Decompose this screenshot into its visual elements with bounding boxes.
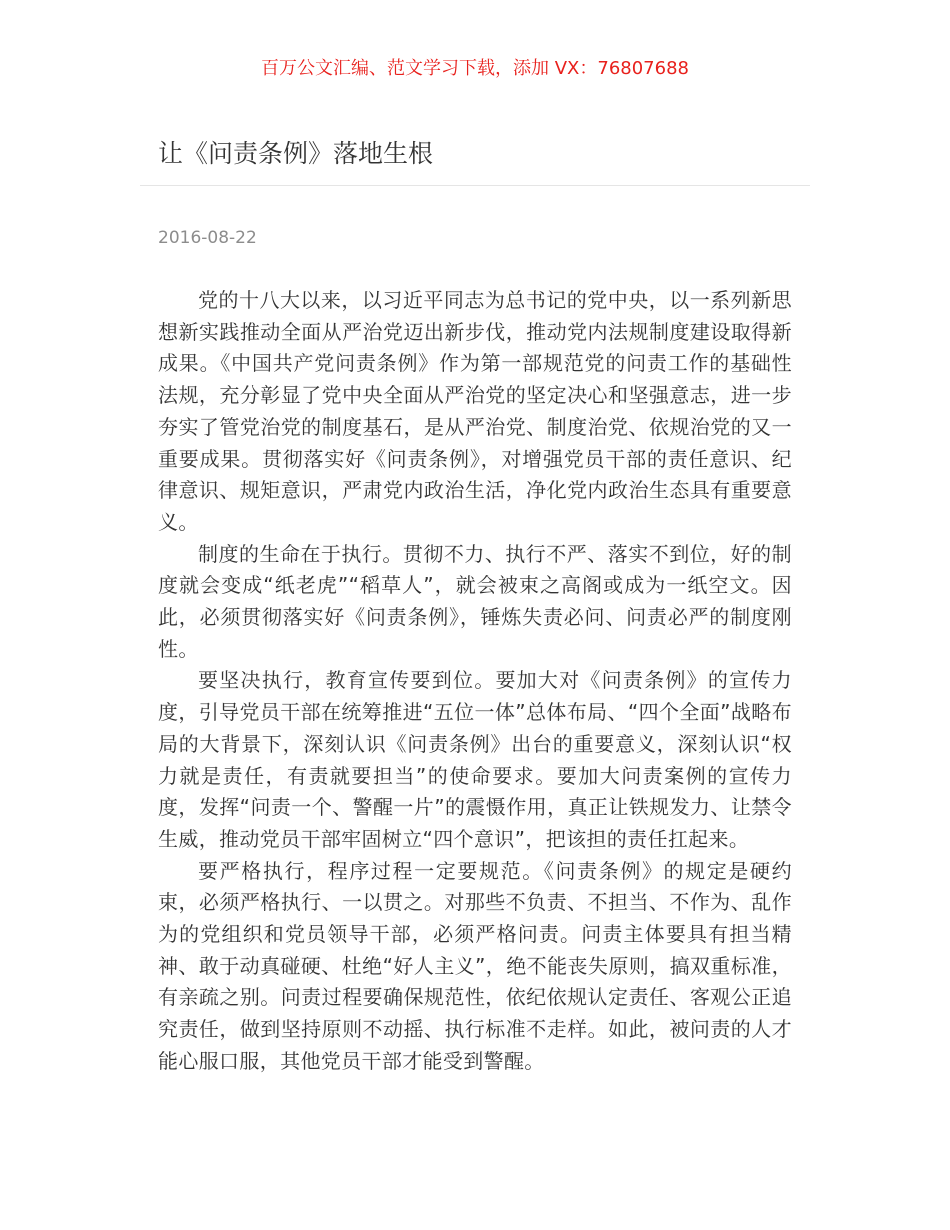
article-paragraph: 要严格执行，程序过程一定要规范。《问责条例》的规定是硬约束，必须严格执行、一以贯之。对那些不负责、不担当、不作为、乱作为的党组织和党员领导干部，必须严格问责。问责主体要具有担当精神、敢于动真碰硬、杜绝“好人主义”，绝不能丧失原则，搞双重标准，有亲疏之别。问责过程要确保规范性，依纪依规认定责任、客观公正追究责任，做到坚持原则不动摇、执行标准不走样。如此，被问责的人才能心服口服，其他党员干部才能受到警醒。 (158, 858, 792, 1073)
article-title: 让《问责条例》落地生根 (158, 139, 434, 168)
article-paragraph: 要坚决执行，教育宣传要到位。要加大对《问责条例》的宣传力度，引导党员干部在统筹推进“五位一体”总体布局、“四个全面”战略布局的大背景下，深刻认识《问责条例》出台的重要意义，深刻认识“权力就是责任，有责就要担当”的使命要求。要加大问责案例的宣传力度，发挥“问责一个、警醒一片”的震慑作用，真正让铁规发力、让禁令生威，推动党员干部牢固树立“四个意识”，把该担的责任扛起来。 (158, 668, 792, 851)
article-paragraph: 制度的生命在于执行。贯彻不力、执行不严、落实不到位，好的制度就会变成“纸老虎”“稻草人”，就会被束之高阁或成为一纸空文。因此，必须贯彻落实好《问责条例》，锤炼失责必问、问责必严的制度刚性。 (158, 541, 792, 661)
title-divider (140, 185, 810, 186)
promo-banner: 百万公文汇编、范文学习下载，添加 VX：76807688 (261, 58, 689, 79)
article-paragraph: 党的十八大以来，以习近平同志为总书记的党中央，以一系列新思想新实践推动全面从严治党迈出新步伐，推动党内法规制度建设取得新成果。《中国共产党问责条例》作为第一部规范党的问责工作的基础性法规，充分彰显了党中央全面从严治党的坚定决心和坚强意志，进一步夯实了管党治党的制度基石，是从严治党、制度治党、依规治党的又一重要成果。贯彻落实好《问责条例》，对增强党员干部的责任意识、纪律意识、规矩意识，严肃党内政治生活，净化党内政治生态具有重要意义。 (158, 288, 792, 534)
publish-date: 2016-08-22 (158, 228, 257, 248)
article-body (158, 285, 792, 1078)
